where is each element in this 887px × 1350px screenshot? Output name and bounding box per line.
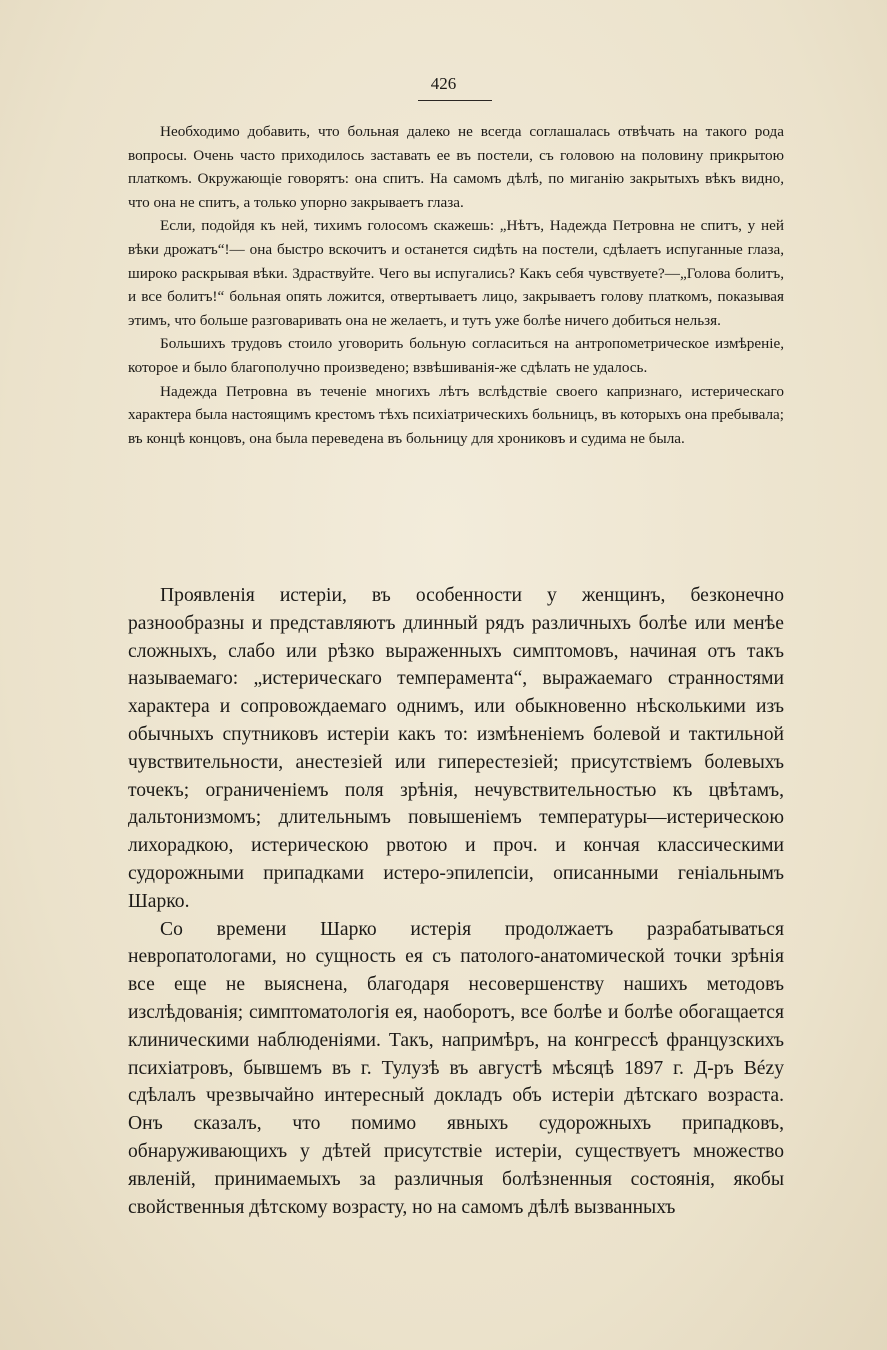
case-notes-section — [128, 120, 784, 450]
paragraph: Надежда Петровна въ теченіе многихъ лѣтъ вслѣдствіе своего капризнаго, истерическаго характера была настоящимъ крестомъ тѣхъ психіатрическихъ больницъ, въ которыхъ она пребывала; въ концѣ концовъ, она была переведена въ больницу для хрониковъ и судима не была. — [128, 382, 784, 447]
paragraph: Если, подойдя къ ней, тихимъ голосомъ скажешь: „Нѣтъ, Надежда Петровна не спитъ, у ней вѣки дрожатъ“!— она быстро вскочитъ и останется сидѣть на постели, сдѣлаетъ испуганные глаза, широко раскрывая вѣки. Здраствуйте. Чего вы испугались? Какъ себя чувствуете?—„Голова болитъ, и все болитъ!“ больная опять ложится, отвертываетъ лицо, закрываетъ голову платкомъ, показывая этимъ, что больше разговаривать она не желаетъ, и тутъ уже болѣе ничего добиться нельзя. — [128, 217, 784, 329]
page-number-rule — [418, 100, 492, 101]
paragraph: Необходимо добавить, что больная далеко не всегда соглашалась отвѣчать на такого рода вопросы. Очень часто приходилось заставать ее въ постели, съ головою на половину прикрытою платкомъ. Окружающіе говорятъ: она спитъ. На самомъ дѣлѣ, по миганію закрытыхъ вѣкъ видно, что она не спитъ, а только упорно закрываетъ глаза. — [128, 123, 784, 211]
main-text-section — [128, 582, 784, 1221]
page-number: 426 — [430, 74, 457, 93]
paragraph: Со времени Шарко истерія продолжаетъ разрабатываться невропатологами, но сущность ея съ патолого-анатомической точки зрѣнія все еще не выяснена, благодаря несовершенству нашихъ методовъ изслѣдованія; симптоматологія ея, наоборотъ, все болѣе и болѣе обогащается клиническими наблюденіями. Такъ, напримѣръ, на конгрессѣ французскихъ психіатровъ, бывшемъ въ г. Тулузѣ въ августѣ мѣсяцѣ 1897 г. Д-ръ Bézy сдѣлалъ чрезвычайно интересный докладъ объ истеріи дѣтскаго возраста. Онъ сказалъ, что помимо явныхъ судорожныхъ припадковъ, обнаруживающихъ у дѣтей присутствіе истеріи, существуетъ множество явленій, принимаемыхъ за различныя болѣзненныя состоянія, якобы свойственныя дѣтскому возрасту, но на самомъ дѣлѣ вызванныхъ — [128, 918, 784, 1218]
paragraph: Проявленія истеріи, въ особенности у женщинъ, безконечно разнообразны и представляютъ длинный рядъ различныхъ болѣе или менѣе сложныхъ, слабо или рѣзко выраженныхъ симптомовъ, начиная отъ такъ называемаго: „истерическаго темперамента“, выражаемаго странностями характера и сопровождаемаго однимъ, или обыкновенно нѣсколькими изъ обычныхъ спутниковъ истеріи какъ то: измѣненіемъ болевой и тактильной чувствительности, анестезіей или гиперестезіей; присутствіемъ болевыхъ точекъ; ограниченіемъ поля зрѣнія, нечувствительностью къ цвѣтамъ, дальтонизмомъ; длительнымъ повышеніемъ температуры—истерическою лихорадкою, истерическою рвотою и проч. и кончая классическими судорожными припадками истеро-эпилепсіи, описанными геніальнымъ Шарко. — [128, 585, 784, 912]
paragraph: Большихъ трудовъ стоило уговорить больную согласиться на антропометрическое измѣреніе, которое и было благополучно произведено; взвѣшиванія-же сдѣлать не удалось. — [128, 335, 784, 376]
